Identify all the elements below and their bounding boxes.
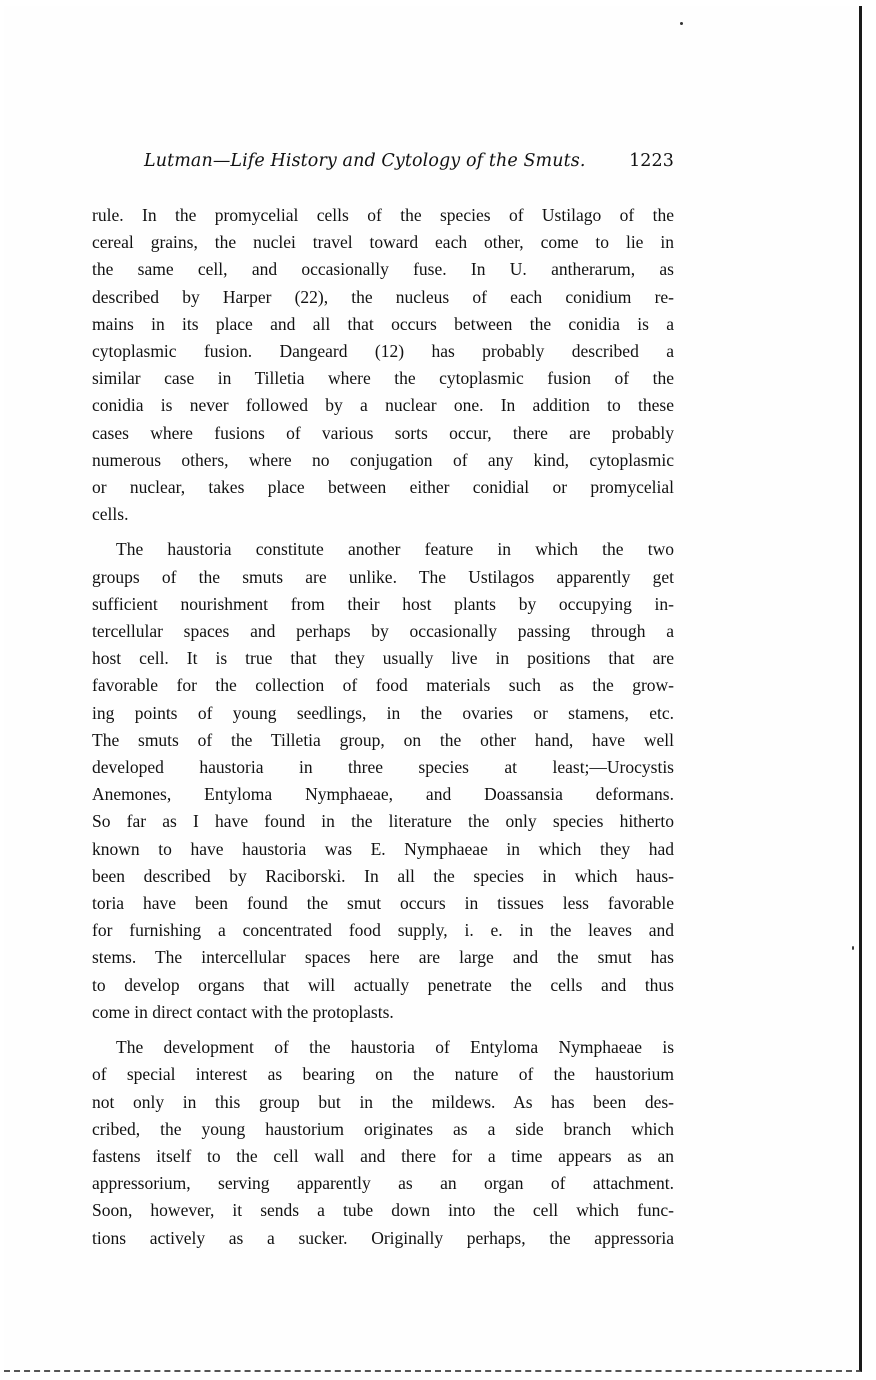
text-line: not only in this group but in the mildews. As has been des- — [92, 1091, 674, 1112]
text-line: for furnishing a concentrated food supply, i. e. in the leaves and — [92, 920, 674, 941]
text-line: cells. — [92, 504, 129, 525]
page-sheet — [4, 6, 862, 1372]
text-line: come in direct contact with the protoplasts. — [92, 1001, 394, 1022]
print-speck — [852, 946, 854, 950]
text-line: numerous others, where no conjugation of any kind, cytoplasmic — [92, 449, 674, 470]
text-line: fastens itself to the cell wall and there for a time appears as an — [92, 1145, 674, 1166]
page-number: 1223 — [629, 151, 674, 171]
text-line: The development of the haustoria of Entyloma Nymphaeae is — [116, 1037, 674, 1058]
text-line: developed haustoria in three species at least;—Urocystis — [92, 757, 674, 778]
text-line: The haustoria constitute another feature in which the two — [116, 539, 674, 560]
body-text — [92, 202, 674, 1252]
text-line: been described by Raciborski. In all the species in which haus- — [92, 865, 674, 886]
text-line: conidia is never followed by a nuclear one. In addition to these — [92, 395, 674, 416]
text-line: host cell. It is true that they usually live in positions that are — [92, 648, 674, 669]
text-line: or nuclear, takes place between either conidial or promycelial — [92, 477, 674, 498]
text-line: known to have haustoria was E. Nymphaeae in which they had — [92, 838, 674, 859]
text-line: rule. In the promycelial cells of the species of Ustilago of the — [92, 205, 674, 225]
running-header — [144, 151, 674, 171]
running-title: Lutman—Life History and Cytology of the Smuts. — [144, 151, 586, 171]
text-line: the same cell, and occasionally fuse. In U. antherarum, as — [92, 259, 674, 280]
text-line: Soon, however, it sends a tube down into the cell which func- — [92, 1200, 674, 1221]
paragraph-3 — [92, 1034, 674, 1252]
text-line: favorable for the collection of food materials such as the grow- — [92, 675, 674, 696]
text-line: The smuts of the Tilletia group, on the other hand, have well — [92, 729, 674, 750]
text-line: Anemones, Entyloma Nymphaeae, and Doassansia deformans. — [92, 784, 674, 805]
text-line: of special interest as bearing on the nature of the haustorium — [92, 1064, 674, 1085]
text-line: cytoplasmic fusion. Dangeard (12) has probably described a — [92, 341, 674, 362]
text-line: groups of the smuts are unlike. The Ustilagos apparently get — [92, 566, 674, 587]
text-line: toria have been found the smut occurs in tissues less favorable — [92, 893, 674, 914]
text-line: mains in its place and all that occurs between the conidia is a — [92, 313, 674, 334]
paragraph-1 — [92, 202, 674, 528]
text-line: ing points of young seedlings, in the ovaries or stamens, etc. — [92, 702, 674, 723]
text-line: to develop organs that will actually penetrate the cells and thus — [92, 974, 674, 995]
text-line: similar case in Tilletia where the cytoplasmic fusion of the — [92, 368, 674, 389]
text-line: cribed, the young haustorium originates as a side branch which — [92, 1118, 674, 1139]
text-line: stems. The intercellular spaces here are large and the smut has — [92, 947, 674, 968]
text-line: sufficient nourishment from their host plants by occupying in- — [92, 593, 674, 614]
text-line: tions actively as a sucker. Originally perhaps, the appressoria — [92, 1227, 674, 1248]
paragraph-2 — [92, 536, 674, 1026]
print-speck — [680, 22, 683, 25]
text-line: So far as I have found in the literature the only species hitherto — [92, 811, 674, 832]
text-line: tercellular spaces and perhaps by occasionally passing through a — [92, 621, 674, 642]
text-line: described by Harper (22), the nucleus of each conidium re- — [92, 286, 674, 307]
text-line: cereal grains, the nuclei travel toward each other, come to lie in — [92, 232, 674, 253]
text-line: cases where fusions of various sorts occur, there are probably — [92, 422, 674, 443]
text-line: appressorium, serving apparently as an organ of attachment. — [92, 1173, 674, 1194]
